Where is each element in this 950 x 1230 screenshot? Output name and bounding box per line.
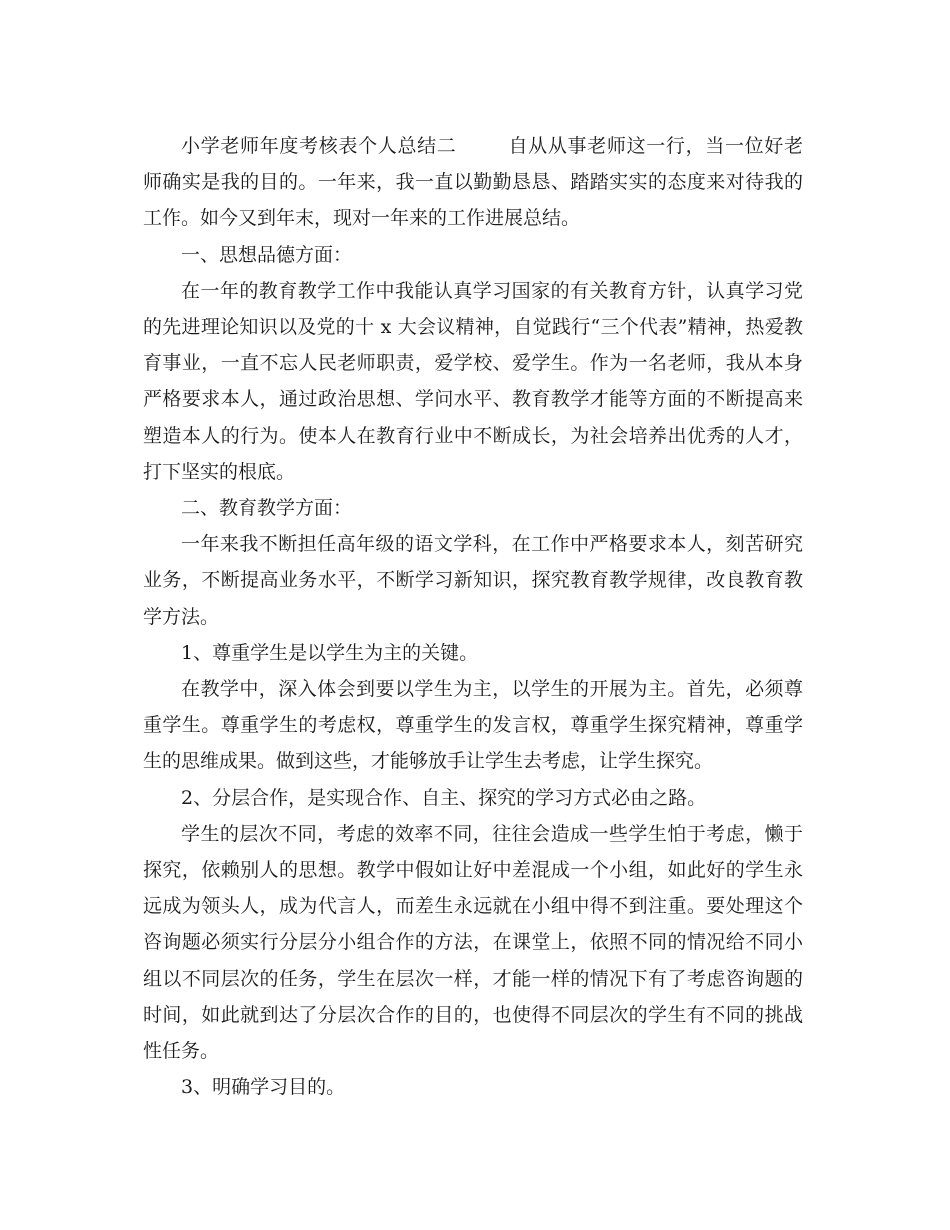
subheading-respect-students: 1、尊重学生是以学生为主的关键。 (181, 641, 479, 664)
section-heading-ideology: 一、思想品德方面： (181, 243, 353, 266)
paragraph-ideology: 在一年的教育教学工作中我能认真学习国家的有关教育方针，认真学习党的先进理论知识以及党的十 x 大会议精神，自觉践行“三个代表”精神，热爱教育事业，一直不忘人民老师职责，爱学校、爱学生。作为一名老师，我从本身严格要求本人，通过政治思想、学问水平、教育教学才能等方面的不断提高来塑造本人的行为。使本人在教育行业中不断成长，为社会培养出优秀的人才，打下坚实的根底。 (143, 279, 803, 483)
document-title: 小学老师年度考核表个人总结二 (181, 135, 457, 157)
document-body (143, 128, 803, 1105)
paragraph-respect-students: 在教学中，深入体会到要以学生为主，以学生的开展为主。首先，必须尊重学生。尊重学生的考虑权，尊重学生的发言权，尊重学生探究精神，尊重学生的思维成果。做到这些，才能够放手让学生去考虑，让学生探究。 (143, 678, 803, 773)
intro-text: 自从从事老师这一行，当一位好老师确实是我的目的。一年来，我一直以勤勤恳恳、踏踏实实的态度来对待我的工作。如今又到年末，现对一年来的工作进展总结。 (143, 135, 803, 230)
paragraph-teaching: 一年来我不断担任高年级的语文学科，在工作中严格要求本人，刻苦研究业务，不断提高业务水平，不断学习新知识，探究教育教学规律，改良教育教学方法。 (143, 533, 803, 628)
subheading-learning-goals: 3、明确学习目的。 (181, 1076, 346, 1099)
section-heading-teaching: 二、教育教学方面： (181, 497, 353, 520)
subheading-layered-cooperation: 2、分层合作，是实现合作、自主、探究的学习方式必由之路。 (181, 786, 707, 809)
paragraph-layered-cooperation: 学生的层次不同，考虑的效率不同，往往会造成一些学生怕于考虑，懒于探究，依赖别人的思想。教学中假如让好中差混成一个小组，如此好的学生永远成为领头人，成为代言人，而差生永远就在小组中得不到注重。要处理这个咨询题必须实行分层分小组合作的方法，在课堂上，依照不同的情况给不同小组以不同层次的任务，学生在层次一样，才能一样的情况下有了考虑咨询题的时间，如此就到达了分层次合作的目的，也使得不同层次的学生有不同的挑战性任务。 (143, 822, 803, 1063)
intro-paragraph (143, 128, 803, 237)
